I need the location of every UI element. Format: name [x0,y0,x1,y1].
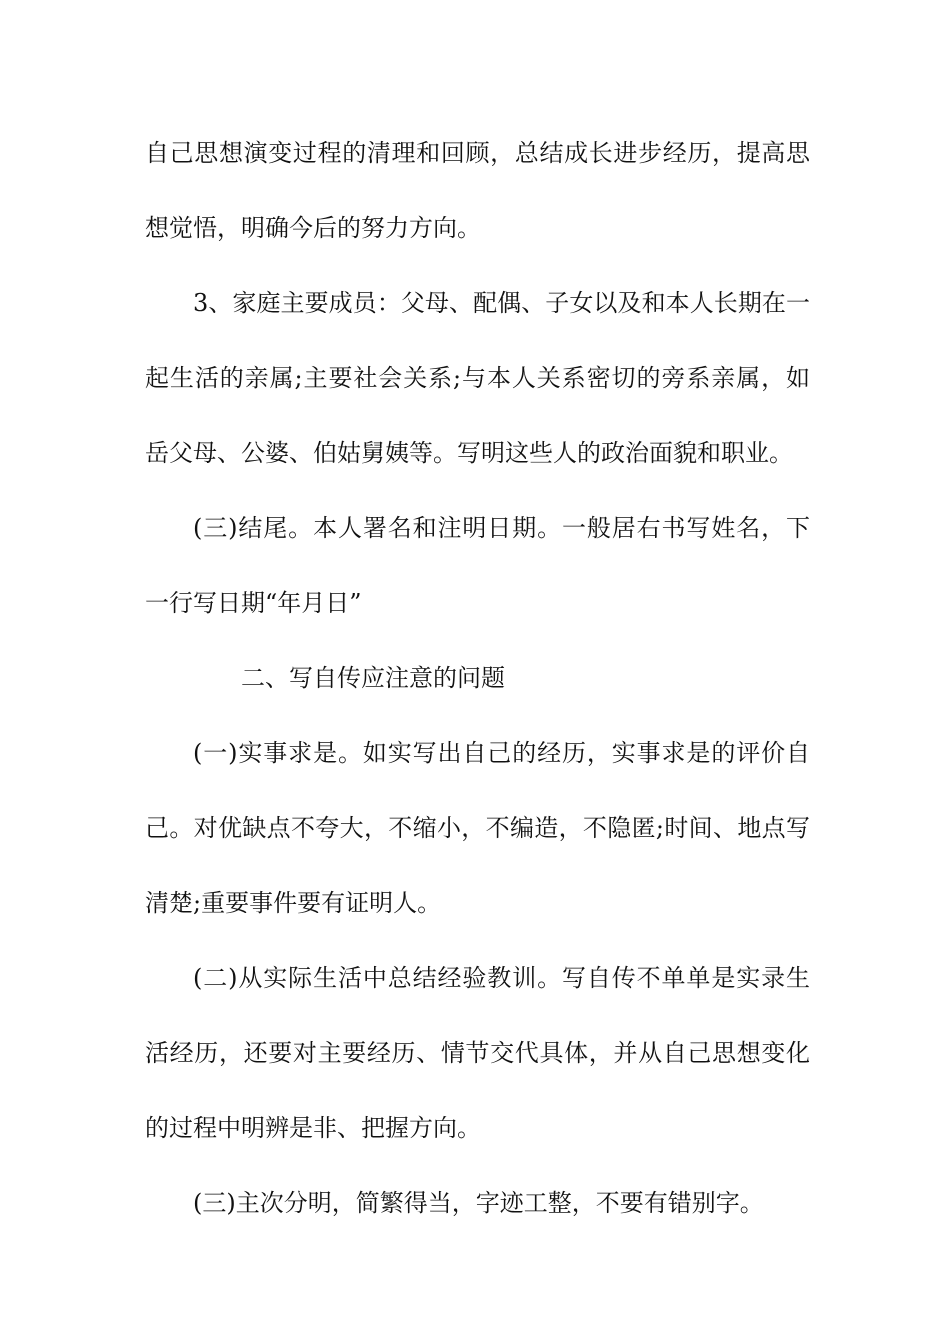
text-line: 自己思想演变过程的清理和回顾，总结成长进步经历，提高思 [145,139,810,167]
text-line: (一)实事求是。如实写出自己的经历，实事求是的评价自 [193,739,810,767]
text-line: 想觉悟，明确今后的努力方向。 [145,214,481,242]
text-line: (二)从实际生活中总结经验教训。写自传不单单是实录生 [193,964,810,992]
text-line: 己。对优缺点不夸大，不缩小，不编造，不隐匿;时间、地点写 [145,814,810,842]
text-line: 一行写日期“年月日” [145,589,362,617]
text-line: 活经历，还要对主要经历、情节交代具体，并从自己思想变化 [145,1039,810,1067]
text-line: 岳父母、公婆、伯姑舅姨等。写明这些人的政治面貌和职业。 [145,439,793,467]
text-line: (三)主次分明，简繁得当，字迹工整，不要有错别字。 [193,1189,764,1217]
text-line: 起生活的亲属;主要社会关系;与本人关系密切的旁系亲属，如 [145,364,810,392]
text-line: 的过程中明辨是非、把握方向。 [145,1114,481,1142]
text-line: 3、家庭主要成员：父母、配偶、子女以及和本人长期在一 [193,289,810,317]
section-heading: 二、写自传应注意的问题 [241,664,505,692]
text-line: (三)结尾。本人署名和注明日期。一般居右书写姓名，下 [193,514,810,542]
text-line: 清楚;重要事件要有证明人。 [145,889,442,917]
